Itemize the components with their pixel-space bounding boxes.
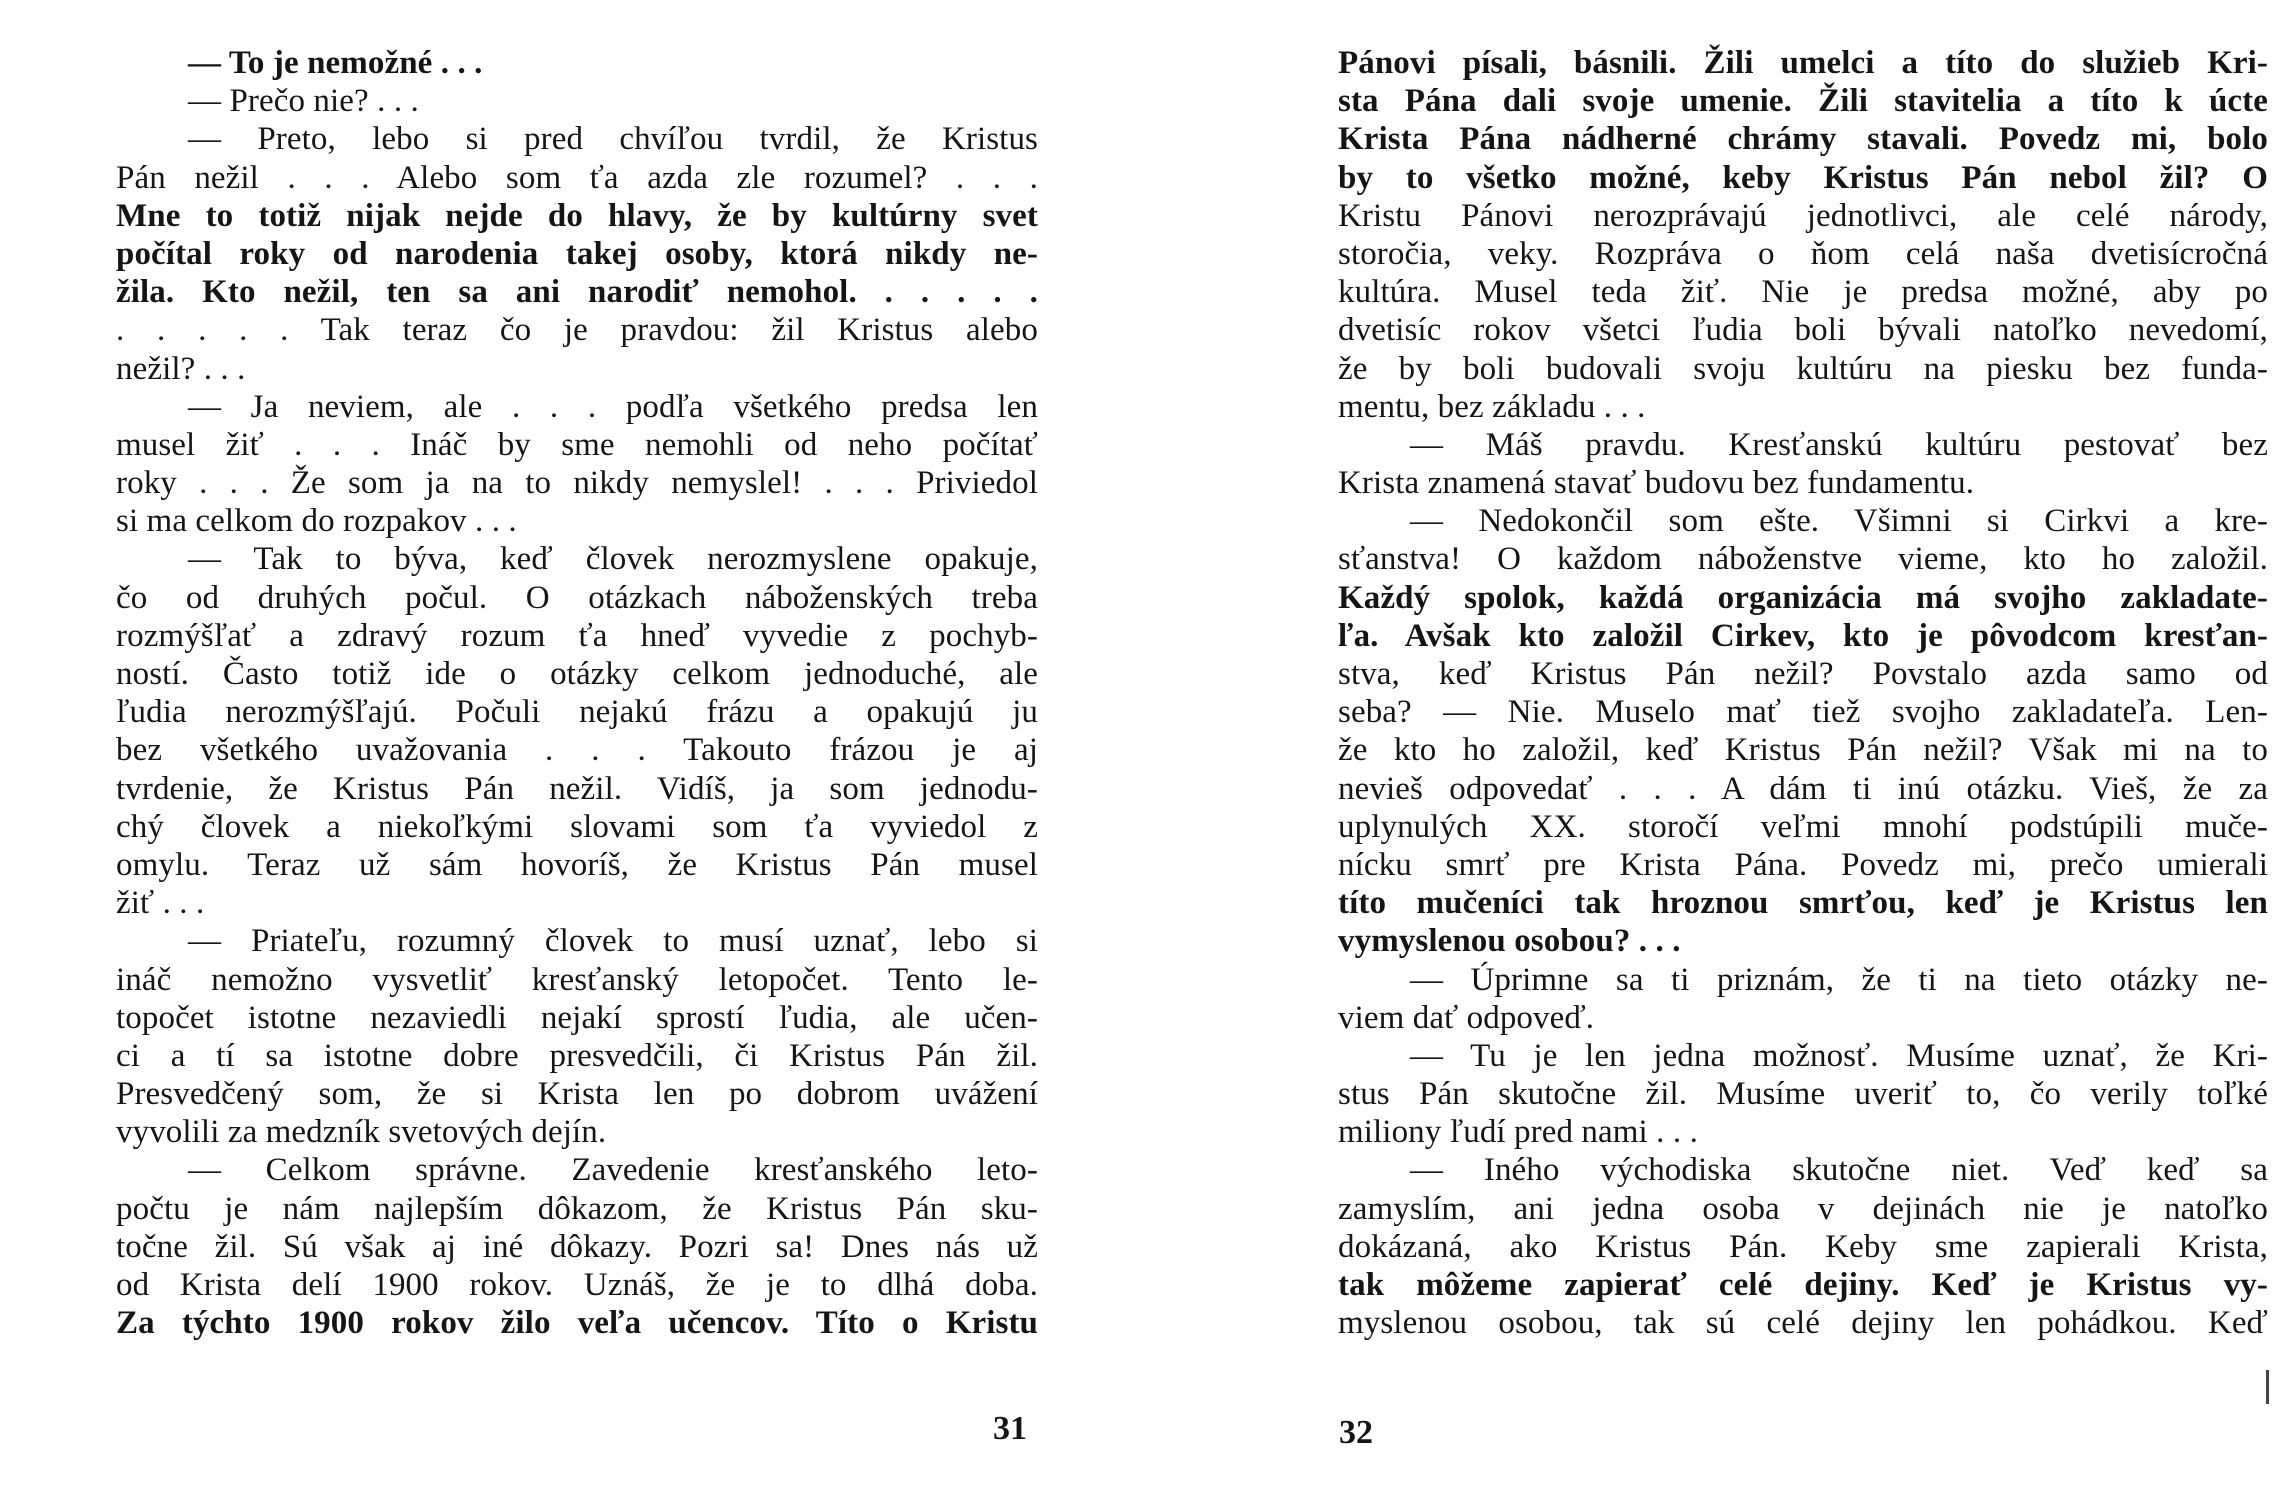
text-line: točne žil. Sú však aj iné dôkazy. Pozri sa! Dnes nás už xyxy=(116,1228,1038,1265)
text-line: dokázaná, ako Kristus Pán. Keby sme zapierali Krista, xyxy=(1338,1228,2268,1265)
text-line: počtu je nám najlepším dôkazom, že Kristus Pán sku- xyxy=(116,1190,1038,1227)
text-line: — Úprimne sa ti priznám, že ti na tieto otázky ne- xyxy=(1410,961,2268,998)
text-line: — Celkom správne. Zavedenie kresťanského leto- xyxy=(188,1152,1038,1189)
text-line: myslenou osobou, tak sú celé dejiny len pohádkou. Keď xyxy=(1338,1305,2268,1342)
text-line: že by boli budovali svoju kultúru na piesku bez funda- xyxy=(1338,350,2268,387)
text-line: žila. Kto nežil, ten sa ani narodiť nemohol. . . . . . xyxy=(116,274,1038,311)
text-line: by to všetko možné, keby Kristus Pán nebol žil? O xyxy=(1338,159,2268,196)
text-line: mentu, bez základu . . . xyxy=(1338,388,1646,425)
text-line: topočet istotne nezaviedli nejakí sprostí ľudia, ale učen- xyxy=(116,999,1038,1036)
text-line: — Priateľu, rozumný človek to musí uznať, lebo si xyxy=(188,923,1038,960)
text-line: Krista znamená stavať budovu bez fundamentu. xyxy=(1338,465,1975,502)
text-line: títo mučeníci tak hroznou smrťou, keď je Kristus len xyxy=(1338,885,2268,922)
text-line: — Preto, lebo si pred chvíľou tvrdil, že Kristus xyxy=(188,121,1038,158)
text-line: — Iného východiska skutočne niet. Veď keď sa xyxy=(1410,1152,2268,1189)
text-line: ľudia nerozmýšľajú. Počuli nejakú frázu a opakujú ju xyxy=(116,694,1038,731)
text-line: vymyslenou osobou? . . . xyxy=(1338,923,1681,960)
text-line: Presvedčený som, že si Krista len po dobrom uvážení xyxy=(116,1076,1038,1113)
right-page xyxy=(1146,0,2292,1500)
text-line: si ma celkom do rozpakov . . . xyxy=(116,503,517,540)
text-line: nícku smrť pre Krista Pána. Povedz mi, prečo umierali xyxy=(1338,846,2268,883)
text-line: ností. Často totiž ide o otázky celkom jednoduché, ale xyxy=(116,656,1038,692)
text-line: Kristu Pánovi nerozprávajú jednotlivci, ale celé národy, xyxy=(1338,197,2268,234)
text-line: seba? — Nie. Muselo mať tiež svojho zakladateľa. Len- xyxy=(1338,694,2268,731)
left-page-number: 31 xyxy=(993,1410,1027,1447)
text-line: od Krista delí 1900 rokov. Uznáš, že je to dlhá doba. xyxy=(116,1267,1038,1303)
text-line: Krista Pána nádherné chrámy stavali. Povedz mi, bolo xyxy=(1338,121,2268,158)
text-line: sta Pána dali svoje umenie. Žili stavitelia a títo k úcte xyxy=(1338,83,2268,120)
text-line: nevieš odpovedať . . . A dám ti inú otázku. Vieš, že za xyxy=(1338,770,2268,807)
text-line: nežil? . . . xyxy=(116,350,246,387)
text-line: viem dať odpoveď. xyxy=(1338,999,1595,1036)
text-line: ci a tí sa istotne dobre presvedčili, či Kristus Pán žil. xyxy=(116,1037,1038,1074)
text-line: — Ja neviem, ale . . . podľa všetkého predsa len xyxy=(188,388,1038,425)
text-line: — Prečo nie? . . . xyxy=(188,83,419,120)
text-line: čo od druhých počul. O otázkach náboženských treba xyxy=(116,579,1038,616)
right-text-column xyxy=(1338,44,2268,1342)
text-line: dvetisíc rokov všetci ľudia boli bývali natoľko nevedomí, xyxy=(1338,312,2268,349)
text-line: miliony ľudí pred nami . . . xyxy=(1338,1114,1698,1151)
text-line: Pánovi písali, básnili. Žili umelci a títo do služieb Kri- xyxy=(1338,45,2268,81)
text-line: — Tak to býva, keď človek nerozmyslene opakuje, xyxy=(188,541,1038,578)
text-line: . . . . . Tak teraz čo je pravdou: žil Kristus alebo xyxy=(116,312,1038,349)
text-line: stva, keď Kristus Pán nežil? Povstalo azda samo od xyxy=(1338,656,2268,692)
right-page-number: 32 xyxy=(1339,1414,1373,1451)
text-line: omylu. Teraz už sám hovoríš, že Kristus Pán musel xyxy=(116,846,1038,883)
text-line: storočia, veky. Rozpráva o ňom celá naša dvetisícročná xyxy=(1338,235,2268,272)
left-text-column xyxy=(116,44,1038,1342)
text-line: kultúra. Musel teda žiť. Nie je predsa možné, aby po xyxy=(1338,274,2268,311)
text-line: Za týchto 1900 rokov žilo veľa učencov. Títo o Kristu xyxy=(116,1305,1038,1342)
text-line: chý človek a niekoľkými slovami som ťa vyviedol z xyxy=(116,808,1038,845)
text-line: bez všetkého uvažovania . . . Takouto frázou je aj xyxy=(116,732,1038,769)
text-line: rozmýšľať a zdravý rozum ťa hneď vyvedie z pochyb- xyxy=(116,617,1038,654)
text-line: zamyslím, ani jedna osoba v dejinách nie je natoľko xyxy=(1338,1190,2268,1227)
text-line: — Máš pravdu. Kresťanskú kultúru pestovať bez xyxy=(1410,426,2268,463)
text-line: tvrdenie, že Kristus Pán nežil. Vidíš, ja som jednodu- xyxy=(116,770,1038,807)
text-line: žiť . . . xyxy=(116,885,205,922)
text-line: roky . . . Že som ja na to nikdy nemyslel! . . . Priviedol xyxy=(116,465,1038,502)
text-line: počítal roky od narodenia takej osoby, ktorá nikdy ne- xyxy=(116,235,1038,272)
scan-speck xyxy=(2266,1370,2269,1404)
text-line: Každý spolok, každá organizácia má svojho zakladate- xyxy=(1338,579,2268,616)
text-line: vyvolili za medzník svetových dejín. xyxy=(116,1114,607,1151)
text-line: — Tu je len jedna možnosť. Musíme uznať, že Kri- xyxy=(1410,1037,2268,1074)
text-line: Pán nežil . . . Alebo som ťa azda zle rozumel? . . . xyxy=(116,159,1038,196)
text-line: — Nedokončil som ešte. Všimni si Cirkvi a kre- xyxy=(1410,503,2268,540)
text-line: uplynulých XX. storočí veľmi mnohí podstúpili muče- xyxy=(1338,808,2268,845)
text-line: Mne to totiž nijak nejde do hlavy, že by kultúrny svet xyxy=(116,197,1038,234)
text-line: — To je nemožné . . . xyxy=(188,45,483,81)
text-line: stus Pán skutočne žil. Musíme uveriť to, čo verily toľké xyxy=(1338,1076,2268,1113)
text-line: tak môžeme zapierať celé dejiny. Keď je Kristus vy- xyxy=(1338,1267,2268,1303)
text-line: musel žiť . . . Ináč by sme nemohli od neho počítať xyxy=(116,426,1038,463)
text-line: ináč nemožno vysvetliť kresťanský letopočet. Tento le- xyxy=(116,961,1038,998)
text-line: sťanstva! O každom náboženstve vieme, kto ho založil. xyxy=(1338,541,2268,578)
text-line: že kto ho založil, keď Kristus Pán nežil? Však mi na to xyxy=(1338,732,2268,769)
text-line: ľa. Avšak kto založil Cirkev, kto je pôvodcom kresťan- xyxy=(1338,617,2268,654)
